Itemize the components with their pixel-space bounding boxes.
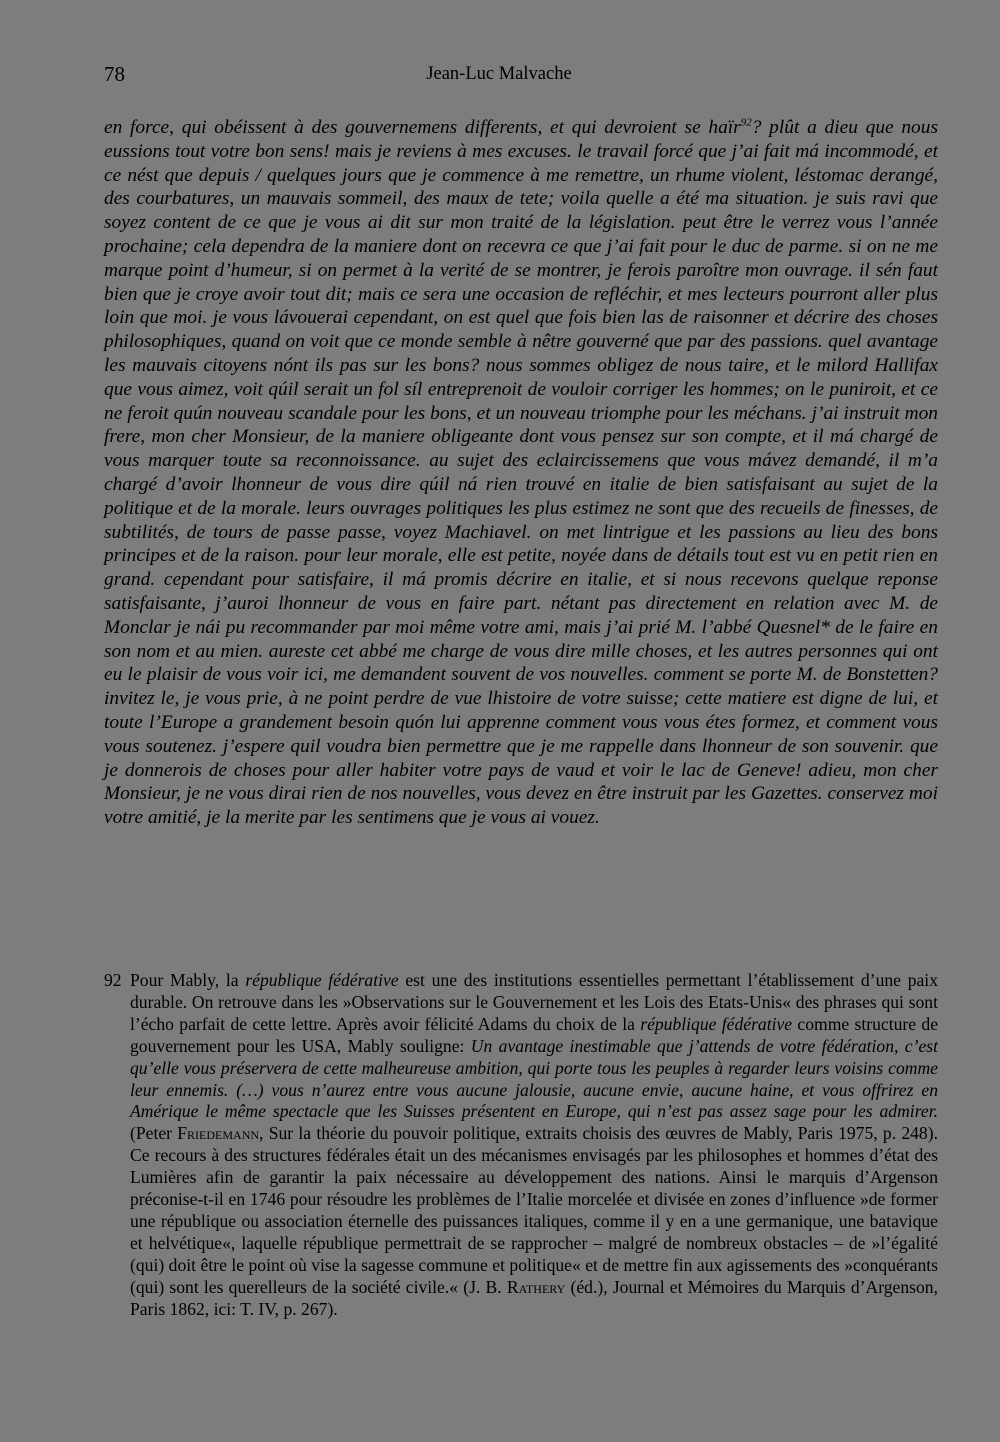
letter-text-part-2: ? plût a dieu que nous eussions tout votre bon sens! mais je reviens à mes excuses. le travail forcé que j’ai fait má incommodé, et ce nést que depuis / quelques jours que je commence à me remettre, un rhume violent, léstomac derangé, des courbatures, un mauvais sommeil, des maux de tete; voila quelle a été ma situation. je suis ravi que soyez content de ce que je vous ai dit sur mon traité de la législation. peut être le verrez vous l’année prochaine; cela dependra de la maniere dont on recevra ce que j’ai fait pour le duc de parme. si on ne me marque point d’humeur, si on permet à la verité de se montrer, je ferois paroître mon ouvrage. il sén faut bien que je croye avoir tout dit; mais ce sera une occasion de refléchir, et mes lecteurs pourront aller plus loin que moi. je vous lávouerai cependant, on est quel que fois bien las de raisonner et décrire des choses philosophiques, quand on voit que ce monde semble à nêtre gouverné que par des passions. quel avantage les mauvais citoyens nónt ils pas sur les bons? nous sommes obligez de nous taire, et le milord Hallifax que vous aimez, voit qúil serait un fol síl entreprenoit de vouloir corriger les hommes; on le puniroit, et ce ne feroit quún nouveau scandale pour les bons, et un nouveau triomphe pour les méchans. j’ai instruit mon frere, mon cher Monsieur, de la maniere obligeante dont vous pensez sur son compte, et il má chargé de vous marquer toute sa reconnoissance. au sujet des eclaircissemens que vous mávez demandé, il m’a chargé d’avoir lhonneur de vous dire qúil ná rien trouvé en italie de bien satisfaisant au sujet de la politique et de la morale. leurs ouvrages politiques les plus estimez ne sont que des recueils de finesses, de subtilités, de tours de passe passe, voyez Machiavel. on met lintrigue et les passions au lieu des bons principes et de la raison. pour leur morale, elle est petite, noyée dans de détails tout est vu en petit rien en grand. cependant pour satisfaire, il má promis décrire en italie, et si nous recevons quelque reponse satisfaisante, j’auroi lhonneur de vous en faire part. nétant pas directement en relation avec M. de Monclar je nái pu recommander par moi même votre ami, mais j’ai prié M. l’abbé Quesnel* de le faire en son nom et au mien. aureste cet abbé me charge de vous dire mille choses, et les autres personnes qui ont eu le plaisir de vous voir ici, me demandent souvent de vos nouvelles. comment se porte M. de Bonstetten? invitez le, je vous prie, à ne point perdre de vue lhistoire de votre suisse; cette matiere est digne de lui, et toute l’Europe a grandement besoin quón lui apprenne comment vous vous étes formez, et comment vous vous soutenez. j’espere quil voudra bien permettre que je me rappelle dans lhonneur de son souvenir. que je donnerois de choses pour aller habiter votre pays de vaud et voir le lac de Geneve! adieu, mon cher Monsieur, je ne vous dirai rien de nos nouvelles, vous devez en être instruit par les Gazettes. conservez moi votre amitié, je la merite par les sentimens que je vous ai vouez. — [104, 117, 938, 829]
author-name: Friedemann — [177, 1123, 260, 1144]
footnote-segment: (Peter — [130, 1123, 178, 1144]
footnote-quote: Un avantage inestimable que j’attends de votre fédération, c’est qu’elle vous préservera de cette malheureuse ambition, qui porte tous les peuples à regarder leurs voisins comme leur ennemis. (…) vous n’aurez entre vous aucune jalousie, aucune envie, aucune haine, et vous offrirez en Amérique le même spectacle que les Suisses présentent en Europe, qui n’est pas assez sage pour les admirer. — [130, 1035, 938, 1122]
footnote — [104, 970, 938, 1321]
page-header — [104, 62, 894, 96]
footnote-text — [130, 970, 938, 1321]
page-number: 78 — [104, 62, 125, 86]
footnote-italic: république fédérative — [245, 970, 399, 990]
letter-text — [104, 116, 938, 830]
footnote-segment: comme structure de gouvernement pour les USA, Mably souligne: — [130, 1013, 938, 1056]
author-name: Rathery — [506, 1276, 566, 1297]
footnote-segment: (éd.), Journal et Mémoires du Marquis d’Argenson, Paris 1862, ici: T. IV, p. 267). — [130, 1276, 938, 1319]
footnote-italic: république fédérative — [640, 1013, 793, 1034]
letter-text-part-1: en force, qui obéissent à des gouvernemens differents, et qui devroient se haïr — [104, 117, 741, 138]
footnote-number: 92 — [104, 970, 122, 990]
footnote-reference[interactable]: 92 — [740, 116, 752, 129]
footnote-segment: , Sur la théorie du pouvoir politique, extraits choisis des œuvres de Mably, Paris 1975, p. 248). Ce recours à des structures fédérales était un des mécanismes envisagés par les philosophes et hommes d’état des Lumières afin de garantir la paix nécessaire au développement des nations. Ainsi le marquis d’Argenson préconise-t-il en 1746 pour résoudre les problèmes de l’Italie morcelée et divisée en zones d’influence »de former une république ou association éternelle des puissances italiques, comme il y en a une germanique, une batavique et helvétique«, laquelle république permettrait de se rapprocher – malgré de nombreux obstacles – de »l’égalité (qui) doit être le point où vise la sagesse commune et politique« et de mettre fin aux agissements des »conquérants (qui) sont les querelleurs de la société civile.« (J. B. — [130, 1123, 938, 1297]
footnote-segment: Pour Mably, la — [130, 970, 246, 990]
running-head: Jean-Luc Malvache — [426, 64, 572, 84]
footnote-segment: est une des institutions essentielles permettant l’établissement d’une paix durable. On retrouve dans les »Observations sur le Gouvernement et les Lois des Etats-Unis« des phrases qui sont l’écho parfait de cette lettre. Après avoir félicité Adams du choix de la — [130, 970, 938, 1034]
